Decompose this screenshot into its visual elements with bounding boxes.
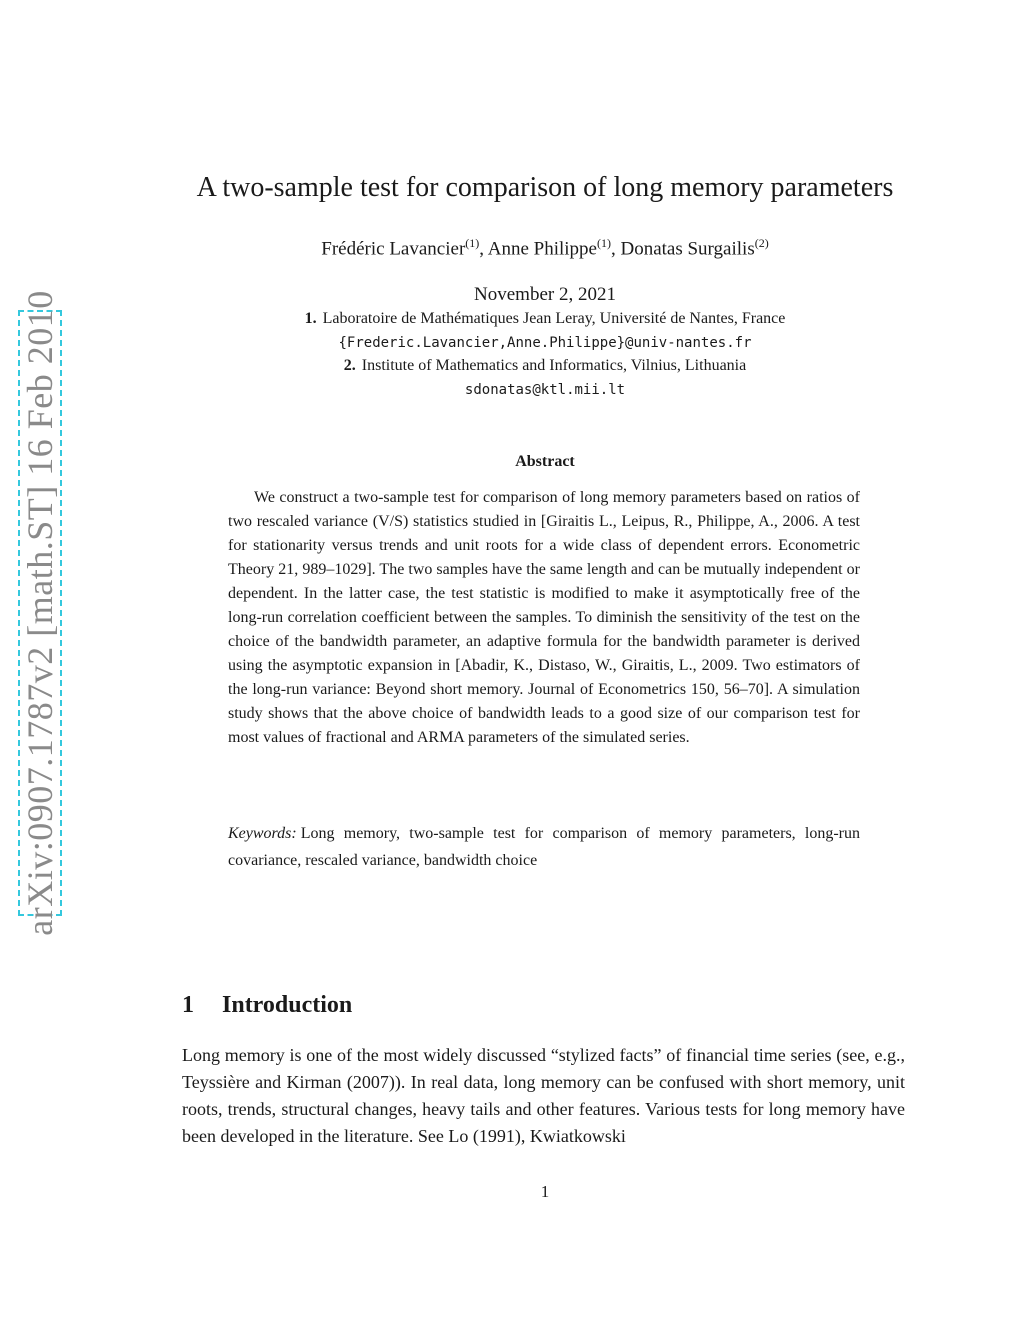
affiliation-1-email[interactable]: {Frederic.Lavancier,Anne.Philippe}@univ-nantes.fr bbox=[338, 335, 752, 351]
paper-date: November 2, 2021 bbox=[474, 284, 616, 305]
affiliation-2-email[interactable]: sdonatas@ktl.mii.lt bbox=[464, 382, 626, 398]
abstract-text: We construct a two-sample test for comparison of long memory parameters based on ratios of two rescaled variance (V/S) statistics studied in [Giraitis L., Leipus, R., Philippe, A., 2006. A test for stationarity versus trends and unit roots for a wide class of dependent errors. Econometric Theory 21, 989–1029]. The two samples have the same length and can be mutually independent or dependent. In the latter case, the test statistic is modified to make it asymptotically free of the long-run correlation coefficient between the samples. To diminish the sensitivity of the test on the choice of the bandwidth parameter, an adaptive formula for the bandwidth parameter is derived using the asymptotic expansion in [Abadir, K., Distaso, W., Giraitis, L., 2009. Two estimators of the long-run variance: Beyond short memory. Journal of Econometrics 150, 56–70]. A simulation study shows that the above choice of bandwidth leads to a good size of our comparison test for most values of fractional and ARMA parameters of the simulated series. bbox=[228, 489, 860, 746]
keywords-text: Long memory, two-sample test for comparison of memory parameters, long-run covariance, rescaled variance, bandwidth choice bbox=[228, 825, 860, 869]
author-affiliation-mark: (2) bbox=[754, 236, 769, 250]
affiliation-2 bbox=[150, 357, 940, 375]
abstract-heading: Abstract bbox=[515, 453, 575, 470]
keywords bbox=[228, 820, 860, 874]
author-name: Donatas Surgailis bbox=[620, 238, 755, 260]
section-number: 1 bbox=[182, 992, 194, 1018]
author-affiliation-mark: (1) bbox=[596, 236, 611, 250]
arxiv-identifier-stamp bbox=[18, 290, 62, 936]
keywords-label: Keywords: bbox=[228, 825, 297, 842]
page-number: 1 bbox=[540, 1182, 550, 1201]
author-name: Anne Philippe bbox=[487, 238, 597, 260]
section-title: Introduction bbox=[222, 992, 353, 1018]
arxiv-identifier: arXiv:0907.1787v2 [math.ST] 16 Feb 2010 bbox=[20, 290, 60, 936]
author-affiliation-mark: (1) bbox=[465, 236, 480, 250]
author-list bbox=[150, 236, 940, 260]
affiliation-number: 1. bbox=[304, 310, 317, 327]
author-separator: , bbox=[610, 238, 621, 260]
affiliation-1 bbox=[150, 310, 940, 328]
author-name: Frédéric Lavancier bbox=[321, 238, 466, 260]
affiliation-number: 2. bbox=[343, 357, 356, 374]
paper-title: A two-sample test for comparison of long memory parameters bbox=[196, 172, 894, 203]
affiliation-name: Institute of Mathematics and Informatics, Vilnius, Lithuania bbox=[361, 357, 747, 374]
author-separator: , bbox=[479, 238, 488, 260]
affiliation-name: Laboratoire de Mathématiques Jean Leray, Université de Nantes, France bbox=[322, 310, 786, 327]
section-heading bbox=[182, 992, 352, 1019]
introduction-paragraph: Long memory is one of the most widely discussed “stylized facts” of financial time series (see, e.g., Teyssière and Kirman (2007)). In real data, long memory can be confused with short memory, unit roots, trends, structural changes, heavy tails and other features. Various tests for long memory have been developed in the literature. See Lo (1991), Kwiatkowski bbox=[182, 1045, 905, 1146]
